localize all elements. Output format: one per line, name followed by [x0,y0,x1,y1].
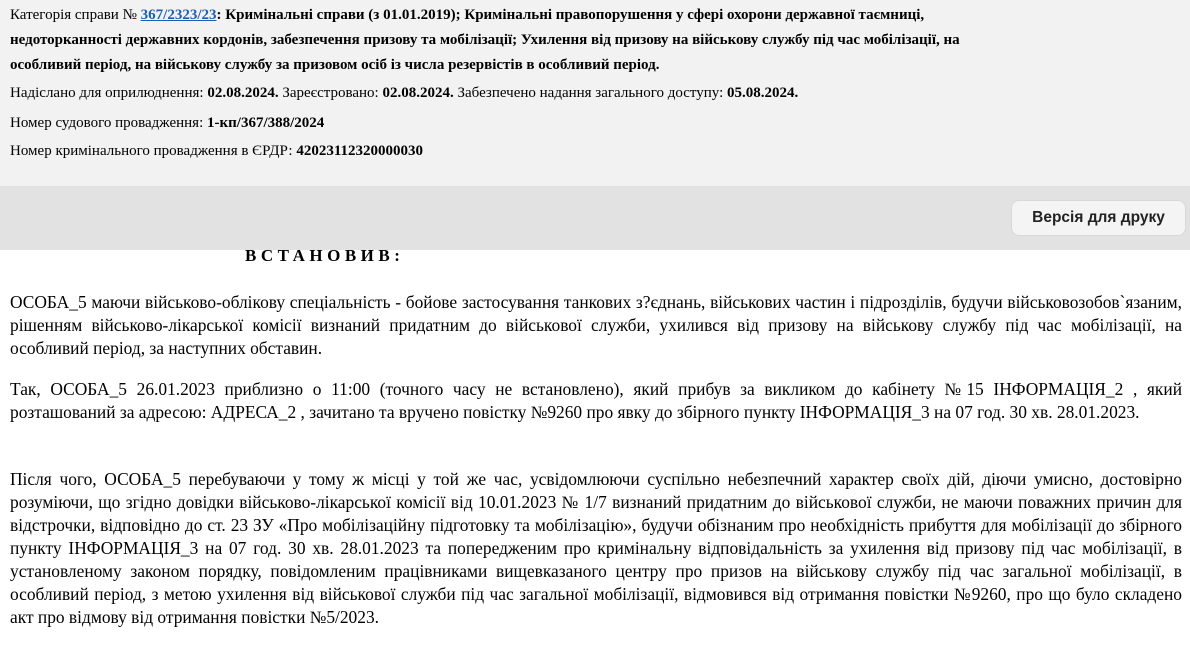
case-category-line-3 [10,57,659,74]
proceeding-label: Номер судового провадження: [10,115,207,131]
case-category-text: : Кримінальні справи (з 01.01.2019); Кримінальні правопорушення у сфері охорони державної таємниці, [216,7,925,23]
dates-line [10,85,798,102]
sent-date: 02.08.2024. [207,85,279,101]
paragraph-1: ОСОБА_5 маючи військово-облікову спеціальність - бойове застосування танкових з?єднань, військових частин і підрозділів, будучи військовозобов`язаним, рішенням військово-лікарської комісії визнаний придатним до військової служби, ухилився від призову на військову службу під час мобілізації, на особливий період, за наступних обставин. [10,292,1182,358]
case-category-label: Категорія справи № [10,7,141,23]
erdr-label: Номер кримінального провадження в ЄРДР: [10,143,297,159]
case-category-text-3: особливий період, на військову службу за призовом осіб із числа резервістів в особливий період. [10,57,660,73]
registered-date: 02.08.2024. [382,85,454,101]
registered-label: Зареєстровано: [278,85,383,101]
paragraph-2: Так, ОСОБА_5 26.01.2023 приблизно о 11:00 (точного часу не встановлено), який прибув за викликом до кабінету №15 ІНФОРМАЦІЯ_2 , який розташований за адресою: АДРЕСА_2 , зачитано та вручено повістку №9260 про явку до збірного пункту ІНФОРМАЦІЯ_3 на 07 год. 30 хв. 28.01.2023. [10,379,1182,422]
erdr-number: 42023112320000030 [296,143,424,159]
paragraph-3: Після чого, ОСОБА_5 перебуваючи у тому ж місці у той же час, усвідомлюючи суспільно небезпечний характер своїх дій, діючи умисно, достовірно розуміючи, що згідно довідки військово-лікарської комісії від 10.01.2023 № 1/7 визнаний придатним до військової служби, не маючи поважних причин для відстрочки, відповідно до ст. 23 ЗУ «Про мобілізаційну підготовку та мобілізацію», будучи обізнаним про необхідність прибуття для мобілізації до збірного пункту ІНФОРМАЦІЯ_3 на 07 год. 30 хв. 28.01.2023 та попередженим про кримінальну відповідальність за ухилення від призову під час мобілізації, в установленому законом порядку, повідомленим працівниками вищевказаного центру про призов на військову службу під час загальної мобілізації, в особливий період, з метою ухилення від військової служби під час загальної мобілізації, відмовився від отримання повістки №9260, про що було складено акт про відмову від отримання повістки №5/2023. [10,469,1182,627]
sent-label: Надіслано для оприлюднення: [10,85,208,101]
erdr-line [10,143,423,160]
print-version-button[interactable]: Версія для друку [1011,200,1186,236]
case-number-link[interactable]: 367/2323/23 [140,7,217,23]
access-label: Забезпечено надання загального доступу: [453,85,727,101]
case-category-line [10,7,924,24]
proceeding-line [10,115,324,132]
case-category-text-2: недоторканності державних кордонів, забезпечення призову та мобілізації; Ухилення від призову на військову службу під час мобілізації, на [10,32,960,48]
section-heading: ВСТАНОВИВ: [245,246,405,265]
case-category-line-2 [10,32,960,49]
access-date: 05.08.2024. [727,85,799,101]
case-info-header [0,0,1190,186]
proceeding-number: 1-кп/367/388/2024 [207,115,325,131]
